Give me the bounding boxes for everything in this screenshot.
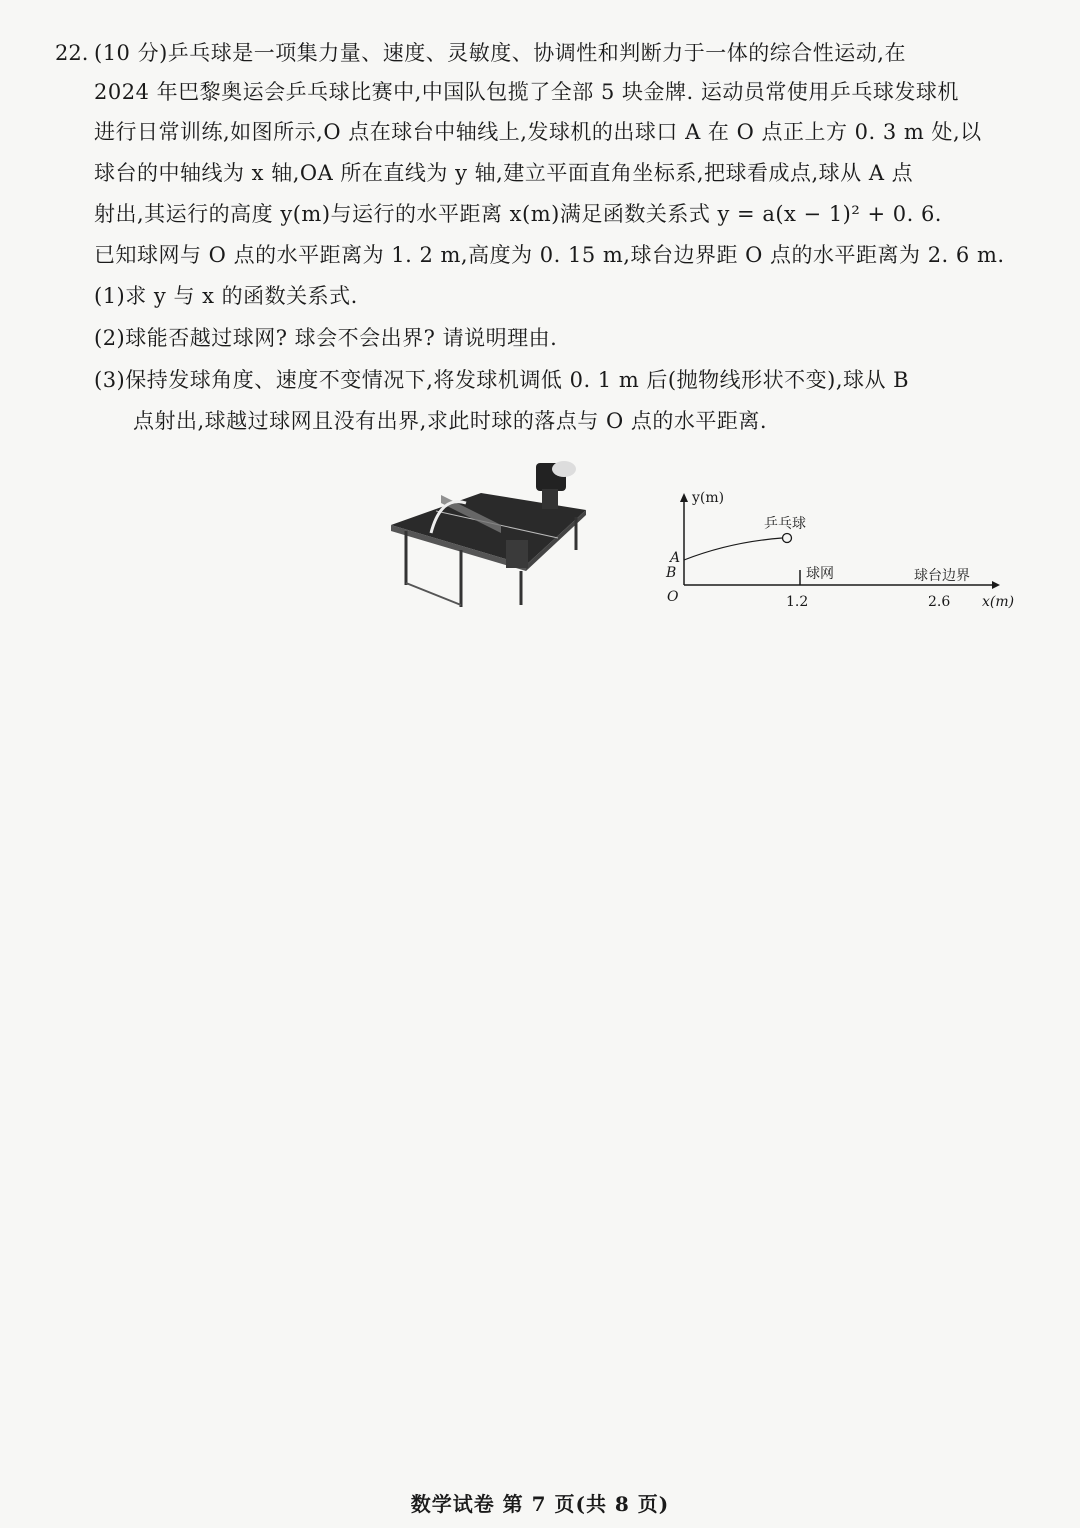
- tick-net: 1.2: [786, 594, 809, 610]
- part-1: (1)求 y 与 x 的函数关系式.: [94, 284, 358, 308]
- tick-edge: 2.6: [928, 594, 951, 610]
- page-footer: 数学试卷 第 7 页(共 8 页): [410, 1492, 670, 1516]
- question-line-3: 进行日常训练,如图所示,O 点在球台中轴线上,发球机的出球口 A 在 O 点正上方 0. 3 m 处,以: [94, 120, 982, 144]
- question-number: 22.: [55, 41, 89, 65]
- question-line-4: 球台的中轴线为 x 轴,OA 所在直线为 y 轴,建立平面直角坐标系,把球看成点,球从 A 点: [94, 161, 914, 185]
- question-line-1: (10 分)乒乓球是一项集力量、速度、灵敏度、协调性和判断力于一体的综合性运动,在: [94, 41, 906, 65]
- coordinate-diagram: [660, 480, 1030, 620]
- x-axis-label: x(m): [982, 594, 1015, 610]
- y-axis-arrow: [680, 493, 688, 502]
- x-axis-arrow: [992, 581, 1000, 589]
- ping-pong-table-photo: [386, 455, 591, 615]
- origin-label: O: [667, 589, 679, 605]
- part-3-continued: 点射出,球越过球网且没有出界,求此时球的落点与 O 点的水平距离.: [133, 409, 768, 433]
- ping-pong-ball: [783, 534, 792, 543]
- ball-label: 乒乓球: [764, 516, 806, 532]
- part-2: (2)球能否越过球网? 球会不会出界? 请说明理由.: [94, 326, 558, 350]
- net-label: 球网: [806, 566, 834, 582]
- y-axis-label: y(m): [692, 490, 725, 506]
- point-a-label: A: [670, 550, 681, 566]
- trajectory-curve: [684, 538, 782, 560]
- edge-label: 球台边界: [914, 568, 970, 584]
- question-line-5: 射出,其运行的高度 y(m)与运行的水平距离 x(m)满足函数关系式 y = a(x − 1)² + 0. 6.: [94, 202, 942, 226]
- point-b-label: B: [666, 565, 677, 581]
- question-line-2: 2024 年巴黎奥运会乒乓球比赛中,中国队包揽了全部 5 块金牌. 运动员常使用乒乓球发球机: [94, 80, 959, 104]
- part-3: (3)保持发球角度、速度不变情况下,将发球机调低 0. 1 m 后(抛物线形状不变),球从 B: [94, 368, 910, 392]
- question-line-6: 已知球网与 O 点的水平距离为 1. 2 m,高度为 0. 15 m,球台边界距 O 点的水平距离为 2. 6 m.: [94, 243, 1005, 267]
